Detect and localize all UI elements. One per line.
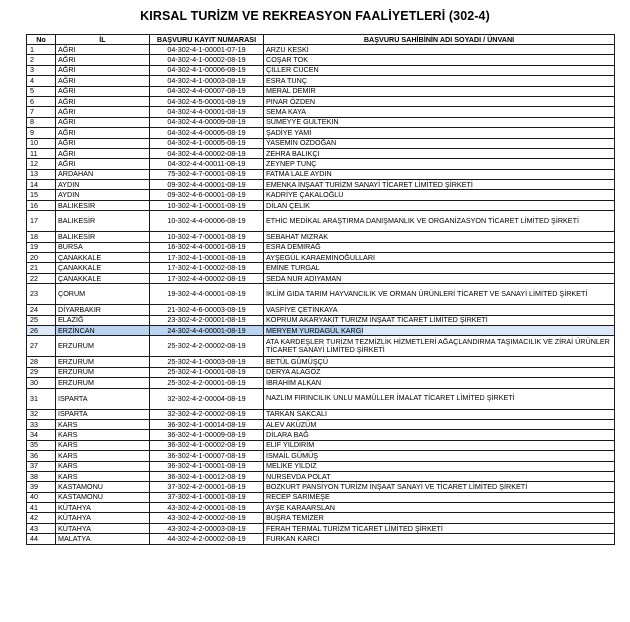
province-cell: ERZURUM	[56, 367, 150, 377]
table-row	[27, 325, 615, 335]
table-row	[27, 513, 615, 523]
registration-number-cell: 43-302-4-2-00003-08-19	[150, 523, 264, 533]
row-number-cell: 39	[27, 482, 56, 492]
header-registration-number: BAŞVURU KAYIT NUMARASI	[150, 35, 264, 45]
registration-number-cell: 04-302-4-4-00002-08-19	[150, 148, 264, 158]
province-cell: ERZURUM	[56, 378, 150, 388]
registration-number-cell: 17-302-4-4-00002-08-19	[150, 273, 264, 283]
table-row	[27, 492, 615, 502]
province-cell: ISPARTA	[56, 388, 150, 409]
applicant-name-cell: PINAR ÖZDEN	[264, 96, 615, 106]
row-number-cell: 43	[27, 523, 56, 533]
applicant-name-cell: İBRAHİM ALKAN	[264, 378, 615, 388]
province-cell: DİYARBAKIR	[56, 305, 150, 315]
row-number-cell: 41	[27, 503, 56, 513]
province-cell: AĞRI	[56, 138, 150, 148]
registration-number-cell: 09-302-4-6-00001-08-19	[150, 190, 264, 200]
registration-number-cell: 32-302-4-2-00002-08-19	[150, 409, 264, 419]
applicant-name-cell: ZEHRA BALIKÇI	[264, 148, 615, 158]
applicant-name-cell: DİLAN ÇELİK	[264, 200, 615, 210]
document-title: KIRSAL TURİZM VE REKREASYON FAALİYETLERİ (302-4)	[140, 9, 490, 23]
registration-number-cell: 25-302-4-2-00001-08-19	[150, 378, 264, 388]
registration-number-cell: 36-302-4-1-00007-08-19	[150, 451, 264, 461]
registration-number-cell: 04-302-4-4-00007-08-19	[150, 86, 264, 96]
registration-number-cell: 21-302-4-6-00003-08-19	[150, 305, 264, 315]
table-row	[27, 440, 615, 450]
row-number-cell: 12	[27, 159, 56, 169]
applicant-name-cell: VASFİYE ÇETİNKAYA	[264, 305, 615, 315]
province-cell: BURSA	[56, 242, 150, 252]
row-number-cell: 40	[27, 492, 56, 502]
province-cell: AĞRI	[56, 117, 150, 127]
province-cell: AĞRI	[56, 45, 150, 55]
table-row	[27, 523, 615, 533]
applicants-table	[26, 34, 615, 545]
applicant-name-cell: ARZU KESKİ	[264, 45, 615, 55]
province-cell: ERZURUM	[56, 336, 150, 357]
table-row	[27, 65, 615, 75]
province-cell: AĞRI	[56, 148, 150, 158]
province-cell: ARDAHAN	[56, 169, 150, 179]
applicant-name-cell: AYŞE KARAARSLAN	[264, 503, 615, 513]
row-number-cell: 7	[27, 107, 56, 117]
table-row	[27, 430, 615, 440]
applicant-name-cell: BOZKURT PANSİYON TURİZM İNŞAAT SANAYİ VE TİCARET LİMİTED ŞİRKETİ	[264, 482, 615, 492]
applicant-name-cell: BETÜL GÜMÜŞÇÜ	[264, 357, 615, 367]
table-row	[27, 76, 615, 86]
registration-number-cell: 32-302-4-2-00004-08-19	[150, 388, 264, 409]
table-row	[27, 107, 615, 117]
applicant-name-cell: ETHİC MEDİKAL ARAŞTIRMA DANIŞMANLIK VE ORGANİZASYON TİCARET LİMİTED ŞİRKETİ	[264, 211, 615, 232]
table-row	[27, 169, 615, 179]
row-number-cell: 15	[27, 190, 56, 200]
applicant-name-cell: ŞADİYE YAMİ	[264, 128, 615, 138]
registration-number-cell: 36-302-4-1-00014-08-19	[150, 419, 264, 429]
registration-number-cell: 04-302-4-4-00011-08-19	[150, 159, 264, 169]
header-applicant-name: BAŞVURU SAHİBİNİN ADI SOYADI / ÜNVANI	[264, 35, 615, 45]
registration-number-cell: 37-302-4-2-00001-08-19	[150, 482, 264, 492]
province-cell: AĞRI	[56, 86, 150, 96]
table-row	[27, 180, 615, 190]
table-row	[27, 45, 615, 55]
province-cell: ISPARTA	[56, 409, 150, 419]
applicant-name-cell: ATA KARDEŞLER TURİZM TEZMİZLİK HİZMETLERİ AĞAÇLANDIRMA TAŞIMACILIK VE ZİRAİ ÜRÜNLER TİCARET SANAYİ LİMİTED ŞİRKETİ	[264, 336, 615, 357]
applicant-name-cell: DERYA ALAGÖZ	[264, 367, 615, 377]
registration-number-cell: 17-302-4-1-00001-08-19	[150, 253, 264, 263]
row-number-cell: 3	[27, 65, 56, 75]
applicant-name-cell: AYŞEGÜL KARAEMİNOĞULLARI	[264, 253, 615, 263]
province-cell: ERZİNCAN	[56, 325, 150, 335]
row-number-cell: 24	[27, 305, 56, 315]
province-cell: AĞRI	[56, 96, 150, 106]
registration-number-cell: 04-302-4-4-00005-08-19	[150, 128, 264, 138]
table-row	[27, 534, 615, 544]
applicant-name-cell: ESRA DEMİRAĞ	[264, 242, 615, 252]
row-number-cell: 10	[27, 138, 56, 148]
table-row	[27, 482, 615, 492]
row-number-cell: 31	[27, 388, 56, 409]
row-number-cell: 33	[27, 419, 56, 429]
table-row	[27, 138, 615, 148]
applicant-name-cell: İSMAİL GÜMÜŞ	[264, 451, 615, 461]
registration-number-cell: 25-302-4-2-00002-08-19	[150, 336, 264, 357]
registration-number-cell: 23-302-4-2-00001-08-19	[150, 315, 264, 325]
row-number-cell: 5	[27, 86, 56, 96]
registration-number-cell: 10-302-4-7-00001-08-19	[150, 232, 264, 242]
table-row	[27, 388, 615, 409]
province-cell: ERZURUM	[56, 357, 150, 367]
province-cell: AYDIN	[56, 190, 150, 200]
row-number-cell: 13	[27, 169, 56, 179]
applicant-name-cell: İKLİM GIDA TARIM HAYVANCILIK VE ORMAN ÜRÜNLERİ TİCARET VE SANAYİ LİMİTED ŞİRKETİ	[264, 284, 615, 305]
applicant-name-cell: SEDA NUR ADIYAMAN	[264, 273, 615, 283]
table-row	[27, 378, 615, 388]
province-cell: AĞRI	[56, 107, 150, 117]
registration-number-cell: 04-302-4-5-00001-08-19	[150, 96, 264, 106]
province-cell: BALIKESİR	[56, 232, 150, 242]
registration-number-cell: 43-302-4-2-00002-08-19	[150, 513, 264, 523]
row-number-cell: 32	[27, 409, 56, 419]
applicant-name-cell: ALEV AKÜZÜM	[264, 419, 615, 429]
row-number-cell: 25	[27, 315, 56, 325]
table-row	[27, 461, 615, 471]
province-cell: AĞRI	[56, 128, 150, 138]
province-cell: ÇORUM	[56, 284, 150, 305]
registration-number-cell: 04-302-4-1-00001-07-19	[150, 45, 264, 55]
applicant-name-cell: DİLARA BAĞ	[264, 430, 615, 440]
row-number-cell: 22	[27, 273, 56, 283]
province-cell: KASTAMONU	[56, 482, 150, 492]
table-row	[27, 315, 615, 325]
table-row	[27, 190, 615, 200]
applicant-name-cell: FERAH TERMAL TURİZM TİCARET LİMİTED ŞİRKETİ	[264, 523, 615, 533]
row-number-cell: 17	[27, 211, 56, 232]
applicant-name-cell: NURSEVDA POLAT	[264, 471, 615, 481]
applicant-name-cell: KADRİYE ÇAKALOĞLU	[264, 190, 615, 200]
province-cell: AĞRI	[56, 55, 150, 65]
row-number-cell: 6	[27, 96, 56, 106]
row-number-cell: 19	[27, 242, 56, 252]
province-cell: AĞRI	[56, 65, 150, 75]
registration-number-cell: 25-302-4-1-00003-08-19	[150, 357, 264, 367]
row-number-cell: 35	[27, 440, 56, 450]
registration-number-cell: 04-302-4-1-00003-08-19	[150, 76, 264, 86]
applicant-name-cell	[264, 325, 615, 335]
table-row	[27, 357, 615, 367]
registration-number-cell: 04-302-4-1-00006-08-19	[150, 65, 264, 75]
registration-number-cell: 17-302-4-1-00002-08-19	[150, 263, 264, 273]
applicant-name-cell: SÜMEYYE GÜLTEKİN	[264, 117, 615, 127]
table-row	[27, 451, 615, 461]
applicant-name-cell: MERAL DEMİR	[264, 86, 615, 96]
header-il: İL	[56, 35, 150, 45]
row-number-cell: 4	[27, 76, 56, 86]
row-number-cell: 30	[27, 378, 56, 388]
registration-number-cell: 44-302-4-2-00002-08-19	[150, 534, 264, 544]
table-row	[27, 128, 615, 138]
registration-number-cell: 24-302-4-4-00001-08-19	[150, 325, 264, 335]
registration-number-cell: 19-302-4-4-00001-08-19	[150, 284, 264, 305]
table-row	[27, 159, 615, 169]
table-header-row	[27, 35, 615, 45]
registration-number-cell: 36-302-4-1-00001-08-19	[150, 461, 264, 471]
province-cell: KARS	[56, 461, 150, 471]
row-number-cell: 20	[27, 253, 56, 263]
applicant-name-cell: NAZLIM FIRINCILIK UNLU MAMÜLLER İMALAT TİCARET LİMİTED ŞİRKETİ	[264, 388, 615, 409]
table-row	[27, 263, 615, 273]
row-number-cell: 8	[27, 117, 56, 127]
row-number-cell: 34	[27, 430, 56, 440]
table-row	[27, 200, 615, 210]
table-row	[27, 253, 615, 263]
applicant-name-cell: BÜŞRA TEMİZER	[264, 513, 615, 523]
registration-number-cell: 10-302-4-1-00001-08-19	[150, 200, 264, 210]
province-cell: KARS	[56, 440, 150, 450]
applicant-name-cell: FATMA LALE AYDIN	[264, 169, 615, 179]
row-number-cell: 18	[27, 232, 56, 242]
applicant-name-cell: ZEYNEP TUNÇ	[264, 159, 615, 169]
table-row	[27, 148, 615, 158]
applicant-name-cell: COŞAR TOK	[264, 55, 615, 65]
applicant-name-cell: SEBAHAT MIZRAK	[264, 232, 615, 242]
province-cell: ÇANAKKALE	[56, 273, 150, 283]
table-row	[27, 96, 615, 106]
row-number-cell: 29	[27, 367, 56, 377]
table-row	[27, 367, 615, 377]
row-number-cell: 42	[27, 513, 56, 523]
province-cell: AĞRI	[56, 159, 150, 169]
row-number-cell: 1	[27, 45, 56, 55]
table-row	[27, 55, 615, 65]
applicant-name-cell: EMENKA İNŞAAT TURİZM SANAYİ TİCARET LİMİTED ŞİRKETİ	[264, 180, 615, 190]
row-number-cell: 44	[27, 534, 56, 544]
row-number-cell: 26	[27, 325, 56, 335]
table-row	[27, 409, 615, 419]
applicant-name-cell: ELİF YILDIRIM	[264, 440, 615, 450]
table-row	[27, 232, 615, 242]
registration-number-cell: 36-302-4-1-00012-08-19	[150, 471, 264, 481]
registration-number-cell: 25-302-4-1-00001-08-19	[150, 367, 264, 377]
applicant-name-cell: ESRA TUNÇ	[264, 76, 615, 86]
applicant-name-cell: TARKAN SAKCALI	[264, 409, 615, 419]
province-cell: KARS	[56, 430, 150, 440]
row-number-cell: 16	[27, 200, 56, 210]
registration-number-cell: 09-302-4-4-00001-08-19	[150, 180, 264, 190]
registration-number-cell: 04-302-4-1-00005-08-19	[150, 138, 264, 148]
applicant-name-cell: RECEP SARIMEŞE	[264, 492, 615, 502]
table-row	[27, 211, 615, 232]
table-row	[27, 503, 615, 513]
row-number-cell: 14	[27, 180, 56, 190]
row-number-cell: 9	[27, 128, 56, 138]
applicant-name-cell: YASEMİN ÖZDOĞAN	[264, 138, 615, 148]
table-row	[27, 117, 615, 127]
table-body	[27, 45, 615, 545]
row-number-cell: 21	[27, 263, 56, 273]
row-number-cell: 36	[27, 451, 56, 461]
table-row	[27, 273, 615, 283]
province-cell: KARS	[56, 451, 150, 461]
registration-number-cell: 75-302-4-7-00001-08-19	[150, 169, 264, 179]
applicant-name-cell: FURKAN KARCI	[264, 534, 615, 544]
province-cell: KARS	[56, 419, 150, 429]
applicant-name-cell: SEMA KAYA	[264, 107, 615, 117]
row-number-cell: 2	[27, 55, 56, 65]
registration-number-cell: 37-302-4-1-00001-08-19	[150, 492, 264, 502]
applicant-name-cell: EMİNE TURGAL	[264, 263, 615, 273]
province-cell: ELAZIĞ	[56, 315, 150, 325]
row-number-cell: 27	[27, 336, 56, 357]
province-cell: KASTAMONU	[56, 492, 150, 502]
province-cell: KÜTAHYA	[56, 503, 150, 513]
province-cell: KARS	[56, 471, 150, 481]
header-no: No	[27, 35, 56, 45]
registration-number-cell: 36-302-4-1-00002-08-19	[150, 440, 264, 450]
registration-number-cell: 04-302-4-4-00001-08-19	[150, 107, 264, 117]
registration-number-cell: 10-302-4-4-00006-08-19	[150, 211, 264, 232]
row-number-cell: 38	[27, 471, 56, 481]
row-number-cell: 23	[27, 284, 56, 305]
province-cell: KÜTAHYA	[56, 523, 150, 533]
applicant-name-cell: MELİKE YILDIZ	[264, 461, 615, 471]
registration-number-cell: 16-302-4-4-00001-08-19	[150, 242, 264, 252]
province-cell: BALIKESİR	[56, 200, 150, 210]
province-cell: AYDIN	[56, 180, 150, 190]
table-row	[27, 419, 615, 429]
row-number-cell: 37	[27, 461, 56, 471]
table-row	[27, 471, 615, 481]
table-row	[27, 284, 615, 305]
province-cell: KÜTAHYA	[56, 513, 150, 523]
row-number-cell: 11	[27, 148, 56, 158]
registration-number-cell: 04-302-4-1-00002-08-19	[150, 55, 264, 65]
province-cell: BALIKESİR	[56, 211, 150, 232]
province-cell: ÇANAKKALE	[56, 263, 150, 273]
table-row	[27, 86, 615, 96]
highlighted-text: MERYEM YURDAGÜL KARGI	[266, 325, 364, 335]
table-row	[27, 242, 615, 252]
province-cell: ÇANAKKALE	[56, 253, 150, 263]
applicant-name-cell: KÖPRÜM AKARYAKIT TURİZM İNŞAAT TİCARET LİMİTED ŞİRKETİ	[264, 315, 615, 325]
row-number-cell: 28	[27, 357, 56, 367]
table-row	[27, 336, 615, 357]
applicant-name-cell: ÇİLLER CÜCEN	[264, 65, 615, 75]
registration-number-cell: 36-302-4-1-00009-08-19	[150, 430, 264, 440]
registration-number-cell: 04-302-4-4-00009-08-19	[150, 117, 264, 127]
province-cell: MALATYA	[56, 534, 150, 544]
table-row	[27, 305, 615, 315]
registration-number-cell: 43-302-4-2-00001-08-19	[150, 503, 264, 513]
province-cell: AĞRI	[56, 76, 150, 86]
